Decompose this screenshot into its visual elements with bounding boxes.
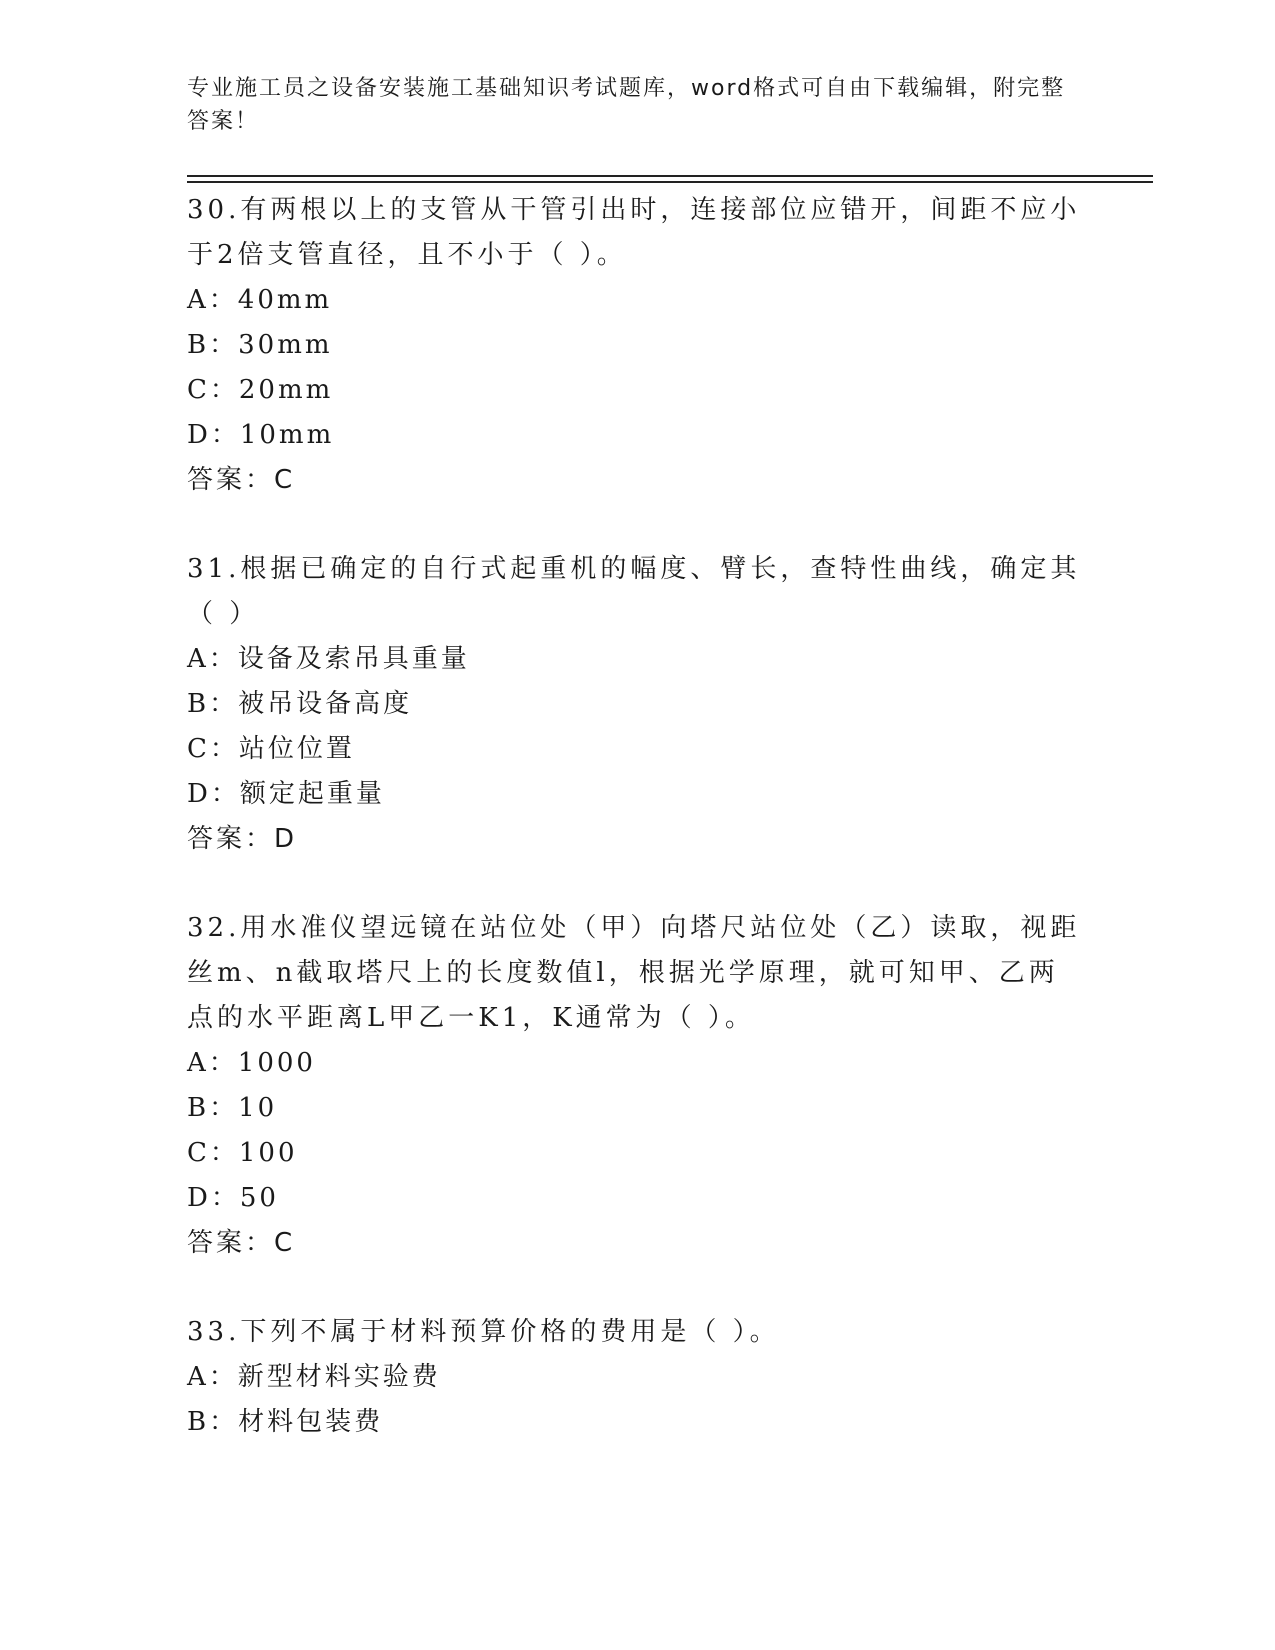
question-text: 30.有两根以上的支管从干管引出时，连接部位应错开，间距不应小于2倍支管直径，且不小于（ ）。 (187, 195, 1081, 270)
question-list (187, 188, 1087, 1489)
option-a: A：新型材料实验费 (187, 1362, 441, 1392)
option-c: C：20mm (187, 375, 334, 405)
question-text: 31.根据已确定的自行式起重机的幅度、臂长，查特性曲线，确定其（ ） (187, 554, 1081, 629)
question-33 (187, 1310, 1087, 1445)
option-b: B：30mm (187, 330, 333, 360)
question-text: 33.下列不属于材料预算价格的费用是（ ）。 (187, 1317, 780, 1347)
question-text: 32.用水准仪望远镜在站位处（甲）向塔尺站位处（乙）读取，视距丝m、n截取塔尺上的长度数值l，根据光学原理，就可知甲、乙两点的水平距离L甲乙一K1，K通常为（ ）。 (187, 913, 1081, 1033)
option-c: C：100 (187, 1138, 298, 1168)
document-header: 专业施工员之设备安装施工基础知识考试题库，word格式可自由下载编辑，附完整答案！ (187, 76, 1066, 134)
question-30 (187, 188, 1087, 503)
answer-line: 答案：D (187, 824, 298, 854)
header-rule-bottom (187, 181, 1153, 183)
header-rule-top (187, 175, 1153, 177)
option-a: A：设备及索吊具重量 (187, 644, 470, 674)
answer-line: 答案：C (187, 1228, 296, 1258)
question-31 (187, 547, 1087, 862)
question-32 (187, 906, 1087, 1266)
option-c: C：站位位置 (187, 734, 355, 764)
option-a: A：40mm (187, 285, 333, 315)
option-d: D：10mm (187, 420, 335, 450)
option-d: D：额定起重量 (187, 779, 385, 809)
option-a: A：1000 (187, 1048, 316, 1078)
option-b: B：被吊设备高度 (187, 689, 413, 719)
answer-line: 答案：C (187, 465, 296, 495)
option-b: B：10 (187, 1093, 278, 1123)
option-b: B：材料包装费 (187, 1407, 384, 1437)
option-d: D：50 (187, 1183, 279, 1213)
